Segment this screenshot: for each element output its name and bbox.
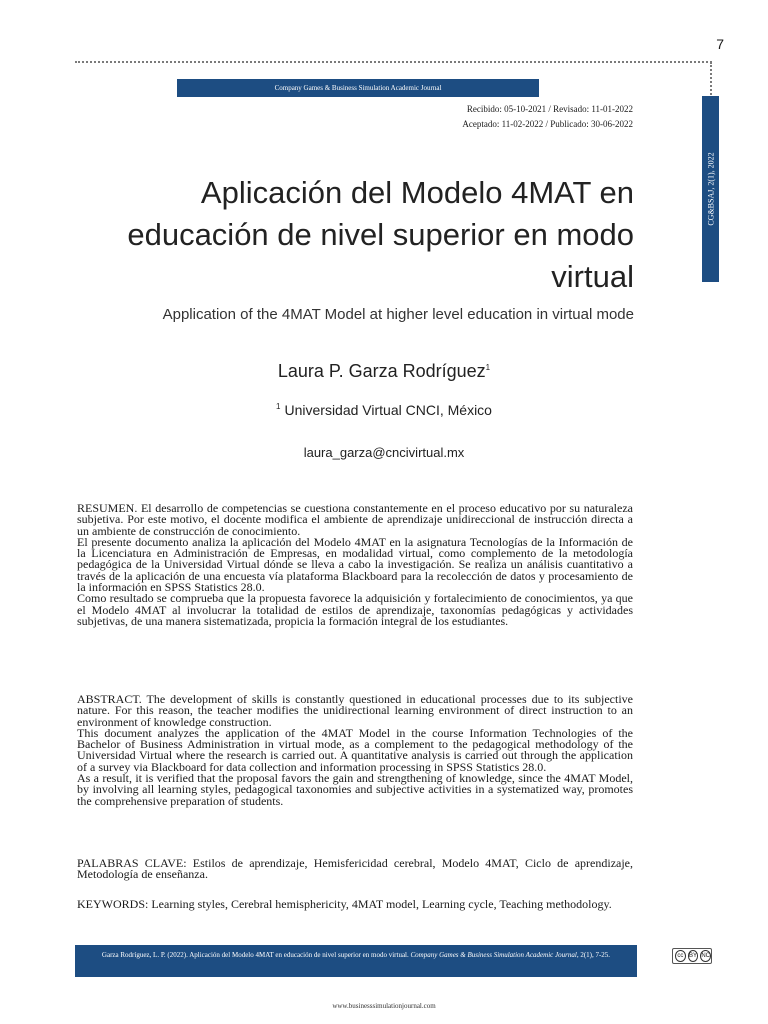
title-line-1: Aplicación del Modelo 4MAT en (200, 175, 634, 210)
author-name: Laura P. Garza Rodríguez (277, 361, 486, 381)
abstract-p2: This document analyzes the application of the 4MAT Model in the course Information Technologies of the Bachelor of Business Administration in virtual mode, as a complement to the pedagogical methodology of the Universidad Virtual where the research is carried out. A quantitative analysis is carried out through the application of a survey via Blackboard for data collection and information processing in SPSS Statistics 28.0. (77, 725, 633, 774)
resumen-label: RESUMEN (77, 501, 135, 515)
side-tab-text: CG&BSAJ, 2(1), 2022 (706, 152, 715, 226)
article-title (100, 172, 634, 298)
author-sup: 1 (485, 363, 491, 372)
affiliation-text: Universidad Virtual CNCI, México (284, 402, 492, 418)
palabras-clave-section (77, 858, 633, 881)
nc-icon: NC (700, 950, 711, 962)
keywords-label: KEYWORDS (77, 897, 145, 911)
palabras-clave-text: : Estilos de aprendizaje, Hemisfericidad cerebral, Modelo 4MAT, Ciclo de aprendizaje, Metodología de enseñanza. (77, 856, 634, 882)
resumen-p1: RESUMEN. El desarrollo de competencias se cuestiona constantemente en el proceso educativo por su naturaleza subjetiva. Por este motivo, el docente modifica el ambiente de aprendizaje unidireccional de instrucción directa a un ambiente de construcción de conocimiento. (77, 501, 633, 538)
keywords-text: : Learning styles, Cerebral hemisphericity, 4MAT model, Learning cycle, Teaching methodology. (145, 897, 612, 911)
citation-plain: Garza Rodríguez, L. P. (2022). Aplicación del Modelo 4MAT en educación de nivel superior en modo virtual. (101, 951, 411, 959)
citation-footer (75, 945, 637, 977)
author (0, 361, 768, 382)
side-tab (702, 96, 719, 282)
article-subtitle: Application of the 4MAT Model at higher level education in virtual mode (162, 306, 634, 323)
journal-header-text: Company Games & Business Simulation Academic Journal (274, 84, 442, 92)
palabras-clave-label: PALABRAS CLAVE (77, 856, 184, 870)
cc-icon: cc (675, 950, 686, 962)
resumen-p2: El presente documento analiza la aplicación del Modelo 4MAT en la asignatura Tecnologías de la Información de la Licenciatura en Administración de Empresas, en modalidad virtual, como complemento de la metodología pedagógica de la Universidad Virtual dónde se lleva a cabo la investigación. Se realiza un análisis cuantitativo a través de la aplicación de una encuesta vía plataforma Blackboard para la recolección de datos y procesamiento de la información en SPSS Statistics 28.0. (77, 534, 633, 595)
resumen-p3: Como resultado se comprueba que la propuesta favorece la adquisición y fortalecimiento de conocimientos, ya que el Modelo 4MAT al involucrar la totalidad de estilos de aprendizaje, taxonomías pedagógicas y actividades subjetivas, de una manera sistematizada, propicia la formación integral de los estudiantes. (77, 591, 633, 628)
resumen-section (77, 503, 633, 627)
dotted-divider-vertical (710, 62, 712, 98)
website-url[interactable]: www.businesssimulationjournal.com (332, 1002, 436, 1010)
dates-received: Recibido: 05-10-2021 / Revisado: 11-01-2022 (466, 104, 633, 114)
journal-header-bar (177, 79, 539, 97)
citation-journal: Company Games & Business Simulation Academic Journal (410, 951, 577, 959)
dates-accepted: Aceptado: 11-02-2022 / Publicado: 30-06-2022 (462, 119, 633, 129)
title-line-2: educación de nivel superior en modo (127, 217, 634, 252)
citation-rest: , 2(1), 7-25. (576, 951, 611, 959)
dotted-divider (75, 61, 712, 63)
abstract-p1: ABSTRACT. The development of skills is constantly questioned in educational processes due to its subjective nature. For this reason, the teacher modifies the unidirectional learning environment of direct instruction to an environment of knowledge construction. (77, 692, 633, 729)
abstract-label: ABSTRACT (77, 692, 139, 706)
abstract-p3: As a result, it is verified that the proposal favors the gain and strengthening of knowledge, since the 4MAT Model, by involving all learning styles, pedagogical taxonomies and subjective activities in a systematized way, promotes the comprehensive preparation of students. (77, 771, 633, 808)
cc-license-badge[interactable] (672, 948, 712, 964)
affiliation-sup: 1 (276, 402, 281, 412)
title-line-3: virtual (551, 259, 634, 294)
affiliation (0, 402, 768, 418)
page-number: 7 (716, 36, 724, 52)
keywords-section (77, 899, 633, 910)
by-icon: BY (688, 950, 699, 962)
author-email[interactable]: laura_garza@cncivirtual.mx (303, 445, 465, 460)
abstract-section (77, 694, 633, 807)
